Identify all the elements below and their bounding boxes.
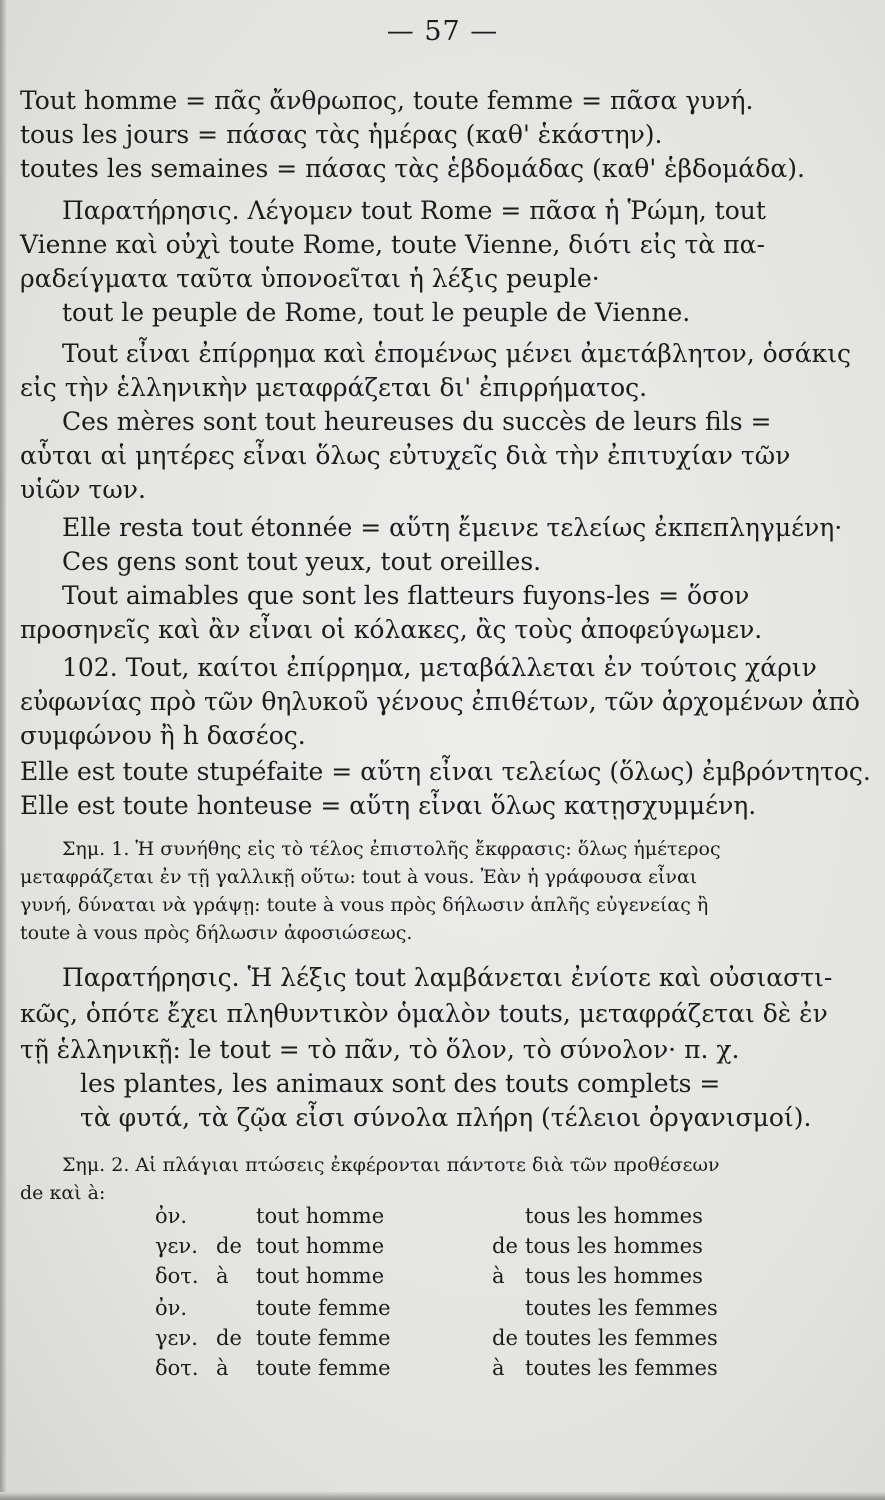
text-line: ραδείγματα ταῦτα ὑπονοεῖται ἡ λέξις peuple· [20,264,600,293]
text-line: εἰς τὴν ἑλληνικὴν μεταφράζεται δι' ἐπιρρήματος. [20,373,648,402]
text-line: Elle est toute stupéfaite = αὕτη εἶναι τελείως (ὅλως) ἐμβρόντητος. [20,757,871,786]
plural-form: toutes les femmes [525,1356,718,1380]
text-line: Tout εἶναι ἐπίρρημα καὶ ἑπομένως μένει ἀμετάβλητον, ὁσάκις [62,339,852,368]
text-line: αὗται αἱ μητέρες εἶναι ὅλως εὐτυχεῖς διὰ τὴν ἐπιτυχίαν τῶν [20,441,791,470]
case-label: ὀν. [155,1204,188,1228]
text-line: 102. Tout, καίτοι ἐπίρρημα, μεταβάλλεται ἐν τούτοις χάριν [62,653,817,682]
preposition: à [216,1264,229,1288]
preposition: à [216,1356,229,1380]
note-line: μεταφράζεται ἐν τῇ γαλλικῇ οὕτω: tout à vous. Ἐὰν ἡ γράφουσα εἶναι [20,866,698,888]
plural-form: tous les hommes [525,1204,703,1228]
singular-form: tout homme [256,1264,385,1288]
text-line: κῶς, ὁπότε ἔχει πληθυντικὸν ὁμαλὸν touts, μεταφράζεται δὲ ἐν [20,999,828,1028]
text-line: Elle est toute honteuse = αὕτη εἶναι ὅλως κατῃσχυμμένη. [20,791,757,820]
page-number: — 57 — [386,16,499,47]
preposition: de [492,1234,518,1258]
page-left-edge [0,0,6,1500]
plural-form: tous les hommes [525,1264,703,1288]
text-line: Vienne καὶ οὐχὶ toute Rome, toute Vienne, διότι εἰς τὰ πα- [20,230,765,259]
text-line: τῇ ἑλληνικῇ: le tout = τὸ πᾶν, τὸ ὅλον, τὸ σύνολον· π. χ. [20,1035,740,1064]
plural-form: tous les hommes [525,1234,703,1258]
text-line: toutes les semaines = πάσας τὰς ἑβδομάδας (καθ' ἑβδομάδα). [20,154,805,183]
case-label: ὀν. [155,1296,188,1320]
note-line: γυνή, δύναται νὰ γράψῃ: toute à vous πρὸς δήλωσιν ἁπλῆς εὐγενείας ἢ [20,894,709,916]
case-label: γεν. [155,1234,198,1258]
text-line: Παρατήρησις. Ἡ λέξις tout λαμβάνεται ἐνίοτε καὶ οὐσιαστι- [62,963,833,992]
singular-form: toute femme [256,1356,391,1380]
text-line: τὰ φυτά, τὰ ζῷα εἶσι σύνολα πλήρη (τέλειοι ὀργανισμοί). [80,1103,812,1132]
singular-form: toute femme [256,1326,391,1350]
singular-form: tout homme [256,1234,385,1258]
page-bottom-edge [0,1492,885,1500]
text-line: εὐφωνίας πρὸ τῶν θηλυκοῦ γένους ἐπιθέτων, τῶν ἀρχομένων ἀπὸ [20,687,860,716]
preposition: de [492,1326,518,1350]
case-label: γεν. [155,1326,198,1350]
preposition: de [216,1326,242,1350]
note-line: Σημ. 1. Ἡ συνήθης εἰς τὸ τέλος ἐπιστολῆς ἔκφρασις: ὅλως ἡμέτερος [62,838,721,860]
text-line: Ces mères sont tout heureuses du succès de leurs fils = [62,407,772,436]
text-line: Tout aimables que sont les flatteurs fuyons-les = ὅσον [62,581,750,610]
text-line: les plantes, les animaux sont des touts complets = [80,1069,721,1098]
case-label: δοτ. [155,1264,199,1288]
note-line: toute à vous πρὸς δήλωσιν ἀφοσιώσεως. [20,922,413,944]
case-label: δοτ. [155,1356,199,1380]
singular-form: tout homme [256,1204,385,1228]
plural-form: toutes les femmes [525,1326,718,1350]
text-line: Παρατήρησις. Λέγομεν tout Rome = πᾶσα ἡ Ῥώμη, tout [62,196,766,225]
note-line: de καὶ à: [20,1182,106,1204]
text-line: συμφώνου ἢ h δασέος. [20,721,306,750]
text-line: υἱῶν των. [20,475,146,504]
plural-form: toutes les femmes [525,1296,718,1320]
text-line: Elle resta tout étonnée = αὕτη ἔμεινε τελείως ἐκπεπληγμένη· [62,513,843,542]
text-line: tous les jours = πάσας τὰς ἡμέρας (καθ' ἑκάστην). [20,120,663,149]
text-line: προσηνεῖς καὶ ἂν εἶναι οἱ κόλακες, ἂς τοὺς ἀποφεύγωμεν. [20,615,763,644]
note-line: Σημ. 2. Αἱ πλάγιαι πτώσεις ἐκφέρονται πάντοτε διὰ τῶν προθέσεων [62,1154,720,1176]
text-line: Tout homme = πᾶς ἄνθρωπος, toute femme = πᾶσα γυνή. [20,86,754,115]
preposition: à [492,1264,505,1288]
text-line: tout le peuple de Rome, tout le peuple de Vienne. [62,298,691,327]
preposition: à [492,1356,505,1380]
preposition: de [216,1234,242,1258]
singular-form: toute femme [256,1296,391,1320]
text-line: Ces gens sont tout yeux, tout oreilles. [62,547,542,576]
